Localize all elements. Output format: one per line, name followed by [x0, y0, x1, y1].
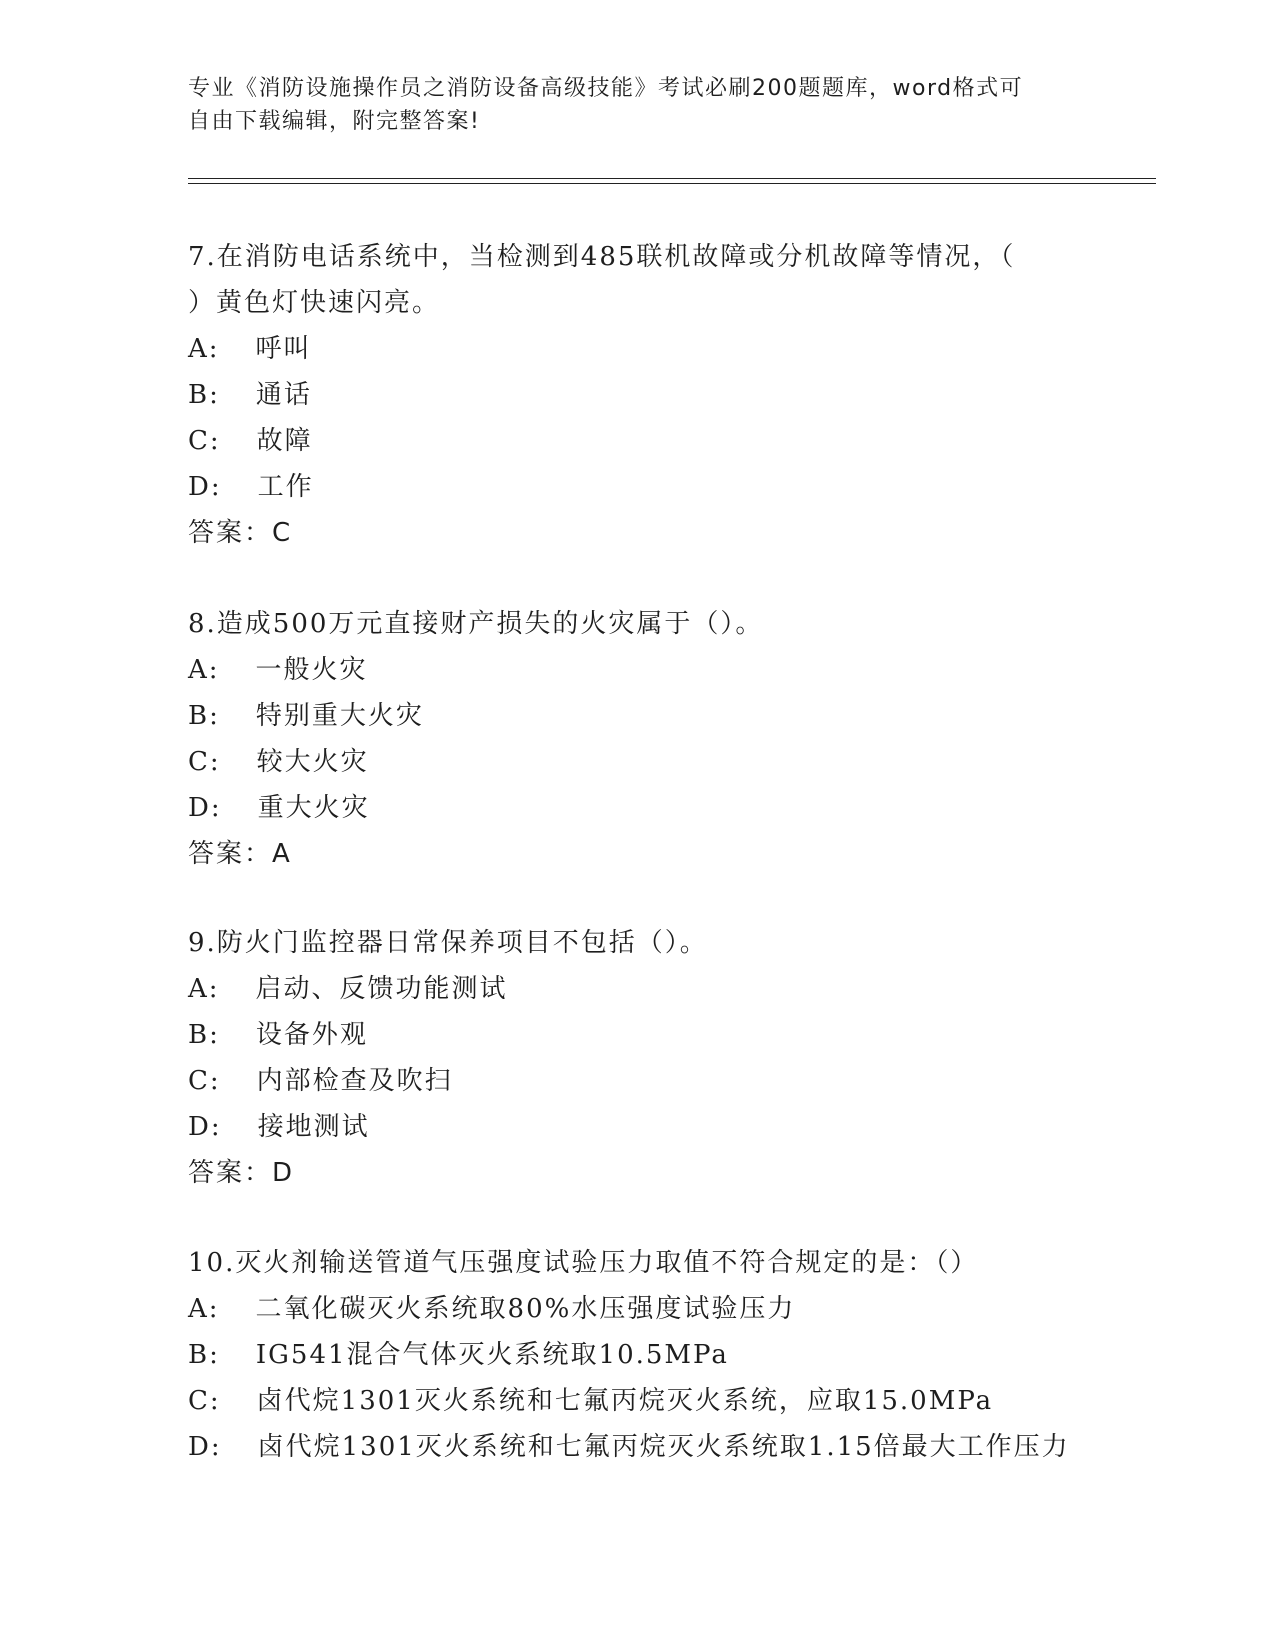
option-b — [188, 372, 1088, 418]
question-stem-line: 9.防火门监控器日常保养项目不包括（）。 — [188, 928, 708, 958]
answer-label: 答案：D — [188, 1158, 295, 1188]
header-divider-bottom — [188, 183, 1156, 184]
question-10 — [188, 1240, 1088, 1470]
option-letter: B: — [188, 1020, 220, 1050]
option-letter: A: — [188, 974, 220, 1004]
question-stem-line: 7.在消防电话系统中，当检测到485联机故障或分机故障等情况，（ — [188, 242, 1016, 272]
option-text: 卤代烷1301灭火系统和七氟丙烷灭火系统取1.15倍最大工作压力 — [257, 1432, 1070, 1462]
option-a — [188, 966, 1088, 1012]
option-letter: D: — [188, 793, 222, 823]
option-text: 特别重大火灾 — [255, 701, 424, 731]
option-a — [188, 1286, 1088, 1332]
option-letter: C: — [188, 1386, 221, 1416]
option-letter: B: — [188, 701, 220, 731]
option-c — [188, 739, 1088, 785]
option-text: 接地测试 — [257, 1112, 370, 1142]
option-c — [188, 1378, 1088, 1424]
answer-label: 答案：A — [188, 839, 292, 869]
option-text: 重大火灾 — [257, 793, 370, 823]
option-b — [188, 1012, 1088, 1058]
option-text: 故障 — [256, 426, 313, 456]
option-text: 设备外观 — [255, 1020, 368, 1050]
option-c — [188, 1058, 1088, 1104]
option-letter: D: — [188, 1432, 222, 1462]
option-text: 二氧化碳灭火系统取80%水压强度试验压力 — [255, 1294, 796, 1324]
header-divider-top — [188, 178, 1156, 179]
option-c — [188, 418, 1088, 464]
answer-label: 答案：C — [188, 518, 293, 548]
option-letter: B: — [188, 380, 220, 410]
option-text: 启动、反馈功能测试 — [255, 974, 508, 1004]
option-text: 较大火灾 — [256, 747, 369, 777]
option-letter: C: — [188, 747, 221, 777]
option-letter: C: — [188, 426, 221, 456]
option-letter: C: — [188, 1066, 221, 1096]
option-text: 呼叫 — [255, 334, 312, 364]
option-letter: A: — [188, 334, 220, 364]
option-b — [188, 693, 1088, 739]
question-9 — [188, 920, 1088, 1196]
document-header — [188, 72, 1088, 138]
option-letter: A: — [188, 1294, 220, 1324]
question-stem-line: 10.灭火剂输送管道气压强度试验压力取值不符合规定的是：（） — [188, 1248, 979, 1278]
option-text: 工作 — [257, 472, 314, 502]
option-text: 一般火灾 — [255, 655, 368, 685]
option-d — [188, 785, 1088, 831]
option-a — [188, 647, 1088, 693]
option-a — [188, 326, 1088, 372]
option-letter: A: — [188, 655, 220, 685]
question-stem-line: 8.造成500万元直接财产损失的火灾属于（）。 — [188, 609, 764, 639]
question-8 — [188, 601, 1088, 877]
option-text: 通话 — [255, 380, 312, 410]
option-letter: D: — [188, 1112, 222, 1142]
option-d — [188, 464, 1088, 510]
header-line-1: 专业《消防设施操作员之消防设备高级技能》考试必刷200题题库，word格式可 — [188, 76, 1024, 101]
option-d — [188, 1424, 1088, 1470]
option-text: 卤代烷1301灭火系统和七氟丙烷灭火系统，应取15.0MPa — [256, 1386, 994, 1416]
option-d — [188, 1104, 1088, 1150]
option-b — [188, 1332, 1088, 1378]
question-stem-line: ）黄色灯快速闪亮。 — [188, 288, 441, 318]
option-letter: D: — [188, 472, 222, 502]
option-text: 内部检查及吹扫 — [256, 1066, 453, 1096]
option-letter: B: — [188, 1340, 220, 1370]
header-line-2: 自由下载编辑，附完整答案! — [188, 109, 481, 134]
option-text: IG541混合气体灭火系统取10.5MPa — [255, 1340, 729, 1370]
question-7 — [188, 234, 1088, 556]
